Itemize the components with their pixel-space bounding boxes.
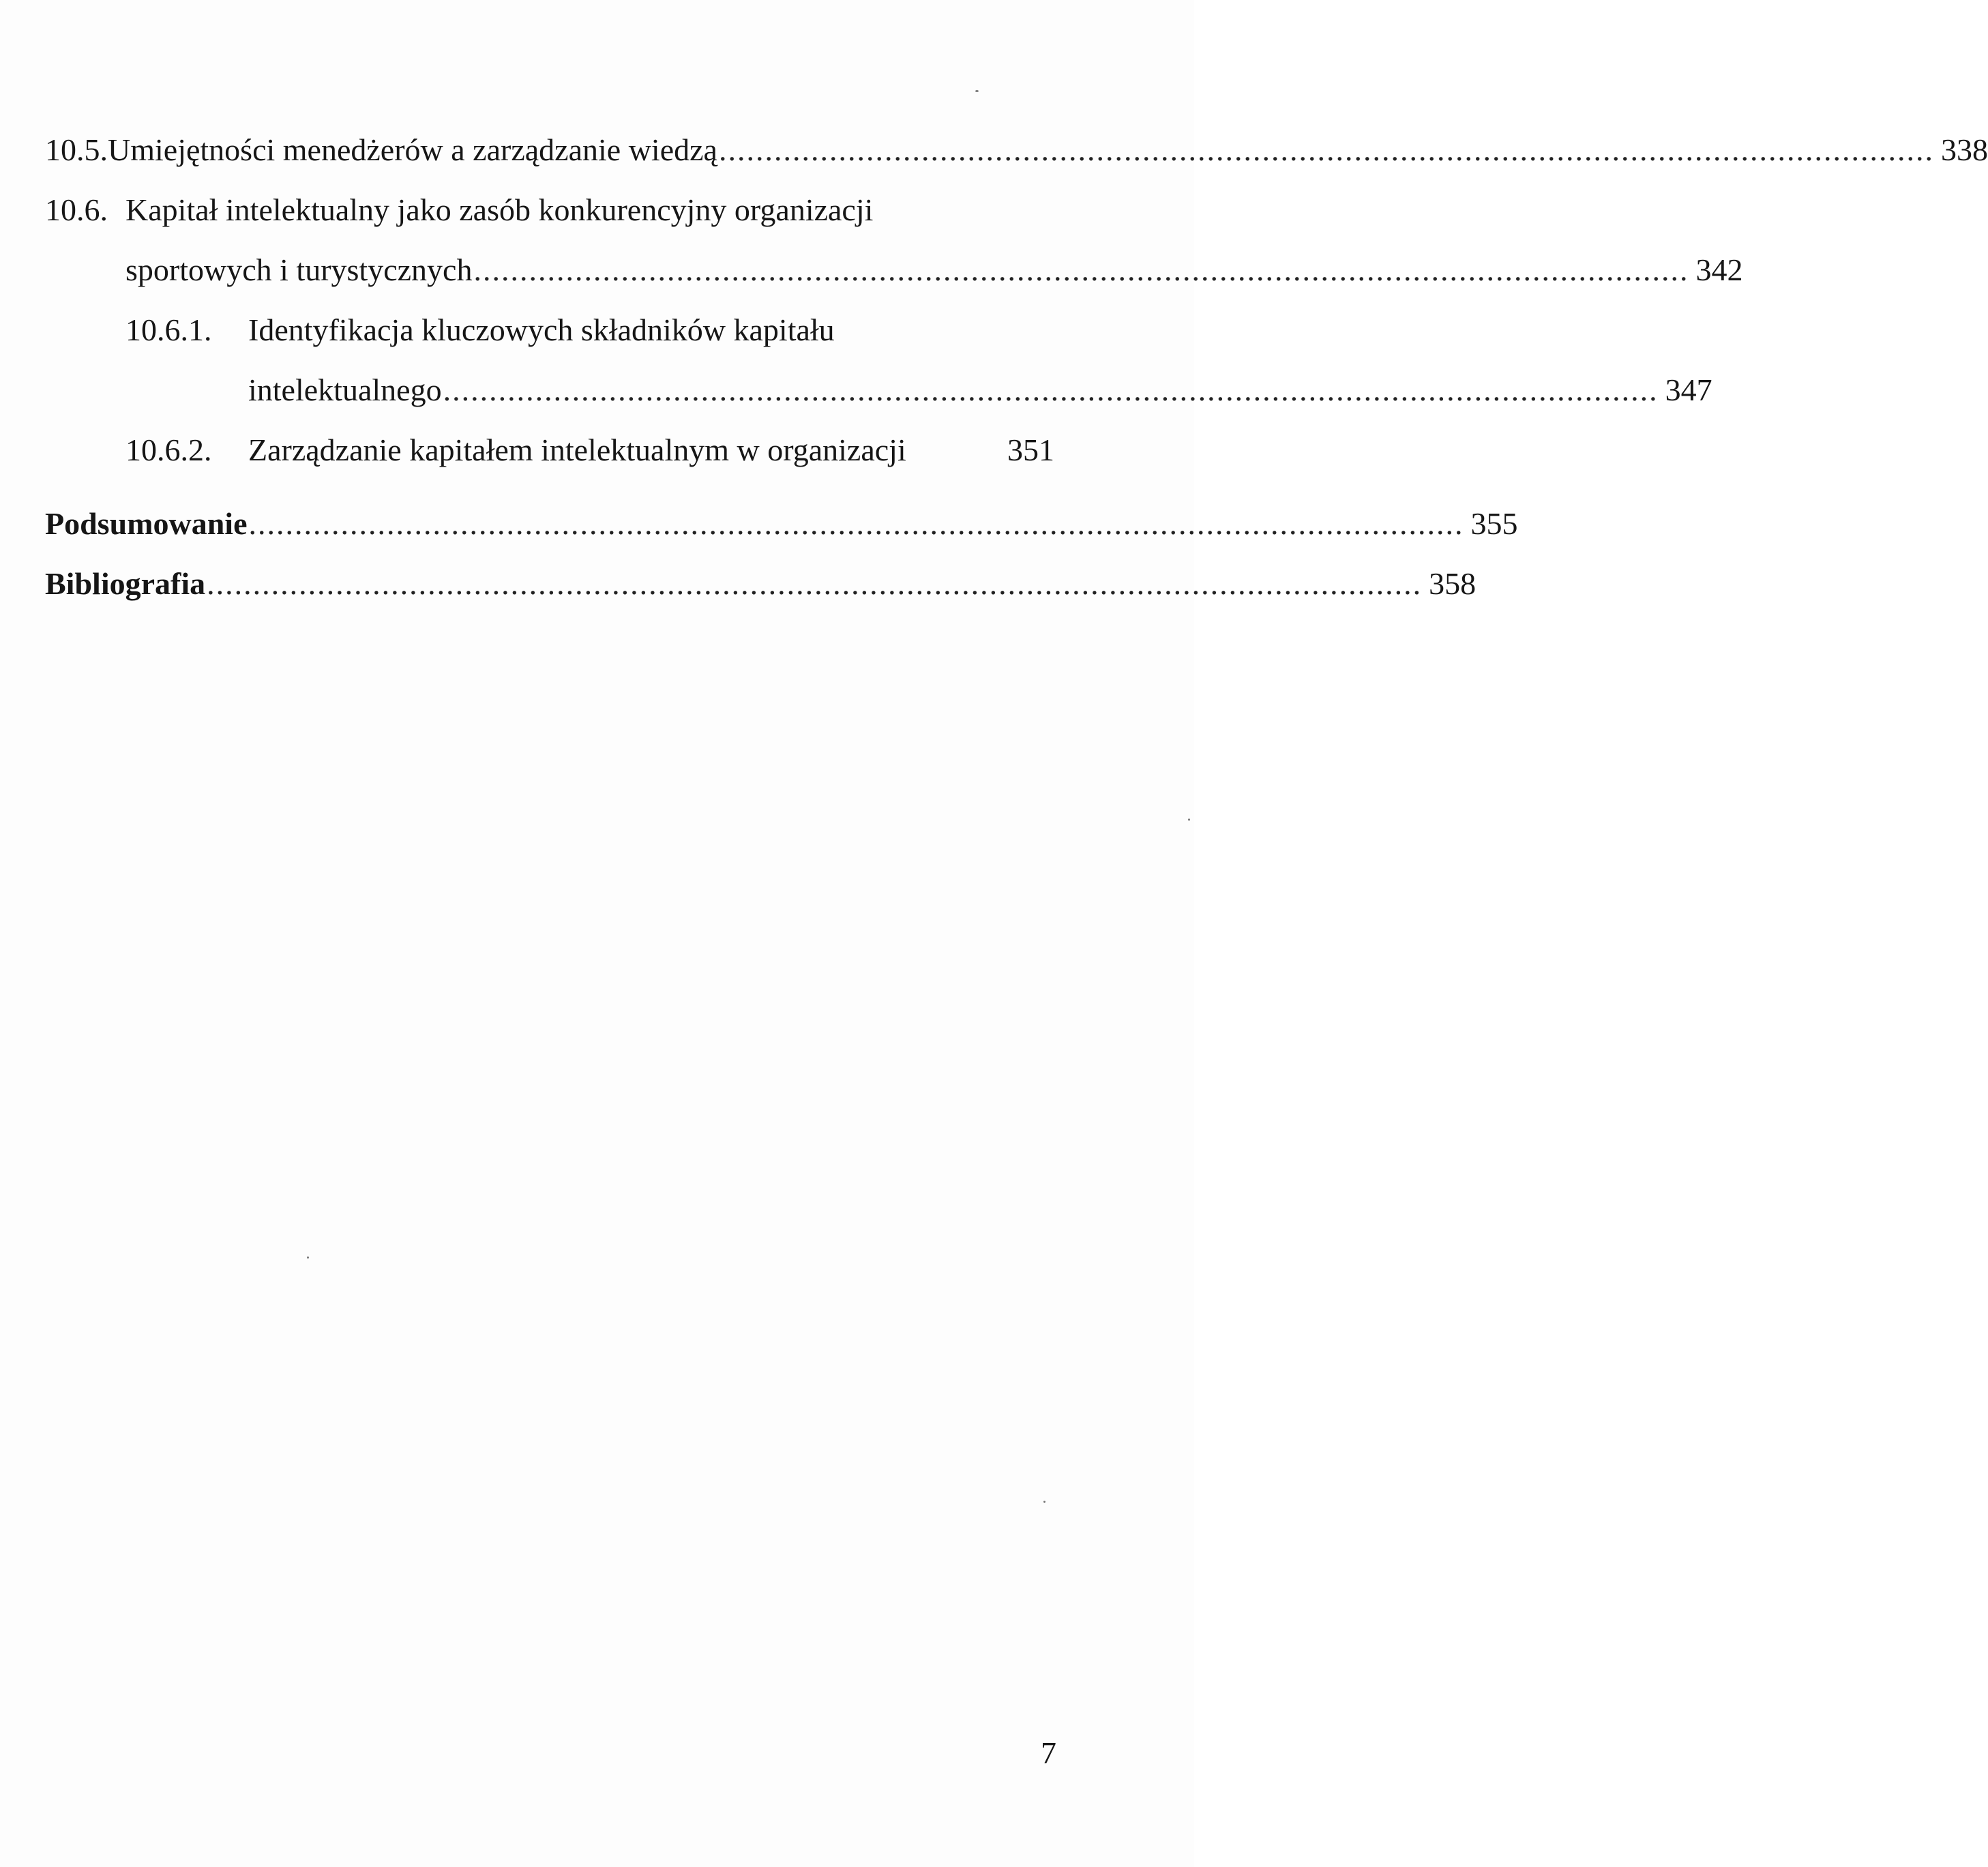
- dot-leader: ....................................................................................................................................: [248, 506, 1464, 541]
- toc-entry-title: Bibliografia: [45, 566, 206, 601]
- page-number: 7: [1041, 1735, 1056, 1770]
- toc-entry-page: 347: [1665, 372, 1712, 407]
- toc-entry-page: 355: [1470, 506, 1518, 541]
- dot-leader: ....................................................................................................................................: [718, 132, 1934, 167]
- toc-entry-10-6-continued[interactable]: [125, 250, 1743, 291]
- toc-entry-title: Zarządzanie kapitałem intelektualnym w organizacji: [248, 432, 906, 467]
- scan-speck: [1043, 1501, 1045, 1503]
- toc-entry-page: 358: [1429, 566, 1477, 601]
- toc-entry-page: 351: [1007, 432, 1054, 467]
- dot-leader: ....................................................................................................................................: [207, 566, 1423, 601]
- scan-speck: [1188, 819, 1190, 821]
- toc-entry-number: 10.5.: [45, 132, 108, 167]
- toc-entry-page: 342: [1695, 252, 1743, 287]
- toc-entry-page: 338: [1940, 132, 1988, 167]
- toc-entry-title: Umiejętności menedżerów a zarządzanie wiedzą: [108, 132, 717, 167]
- toc-entry-number: 10.6.1.: [125, 312, 212, 347]
- toc-entry-10-6-1-continued[interactable]: [248, 370, 1712, 411]
- dot-leader: ....................................................................................................................................: [473, 252, 1689, 287]
- toc-entry-number: 10.6.: [45, 192, 108, 227]
- toc-entry-number: 10.6.2.: [125, 432, 212, 467]
- toc-entry-title: Kapitał intelektualny jako zasób konkurencyjny organizacji: [125, 192, 874, 227]
- toc-entry-title: Identyfikacja kluczowych składników kapitału: [248, 312, 835, 347]
- toc-entry-title: sportowych i turystycznych: [125, 252, 473, 287]
- toc-entry-bibliografia[interactable]: [45, 563, 1477, 604]
- scan-speck: [975, 90, 979, 92]
- toc-entry-podsumowanie[interactable]: [45, 503, 1518, 544]
- scan-speck: [307, 1256, 309, 1259]
- dot-leader: ....................................................................................................................................: [443, 372, 1659, 407]
- toc-entry-10-6[interactable]: [45, 190, 1054, 231]
- toc-entry-title: intelektualnego: [248, 372, 442, 407]
- toc-entry-10-6-2[interactable]: [125, 430, 1054, 471]
- toc-entry-title: Podsumowanie: [45, 506, 248, 541]
- toc-entry-10-5[interactable]: [45, 130, 1988, 171]
- toc-entry-10-6-1[interactable]: [125, 310, 1054, 351]
